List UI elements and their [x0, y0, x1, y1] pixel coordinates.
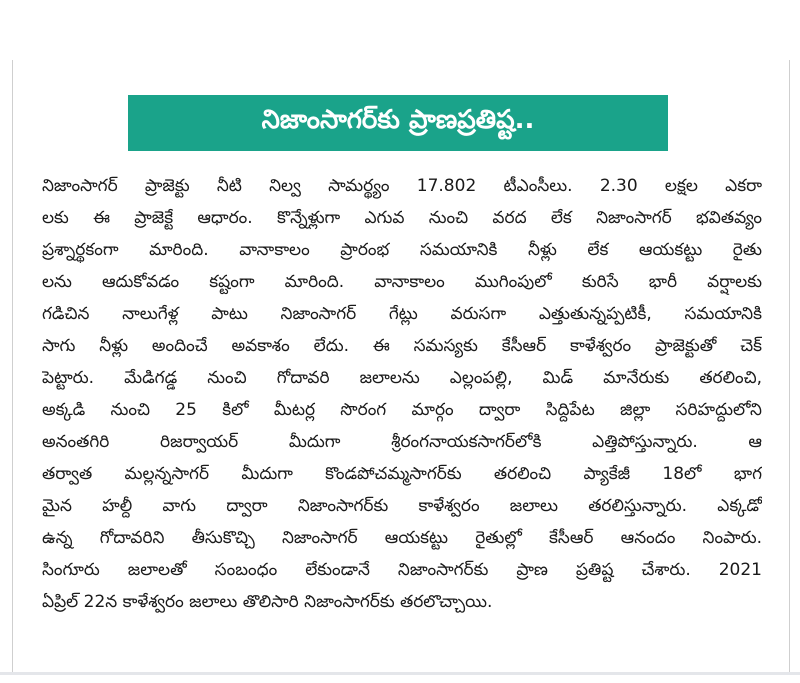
article-line: లను ఆదుకోవడం కష్టంగా మారింది. వానాకాలం ముగింపులో కురిసే భారీ వర్షాలకు	[42, 272, 762, 292]
article-line: అక్కడి నుంచి 25 కిలో మీటర్ల సొరంగ మార్గం ద్వారా సిద్దిపేట జిల్లా సరిహద్దులోని	[42, 400, 762, 420]
bottom-divider	[0, 672, 800, 675]
article-line: మైన హల్దీ వాగు ద్వారా నిజాంసాగర్‌కు కాళేశ్వరం జలాలు తరలిస్తున్నారు. ఎక్కడో	[42, 496, 762, 516]
headline-banner	[128, 95, 668, 151]
article-body	[42, 170, 762, 618]
article-line: ఉన్న గోదావరిని తీసుకొచ్చి నిజాంసాగర్ ఆయకట్టు రైతుల్లో కేసీఆర్ ఆనందం నింపారు.	[42, 528, 762, 548]
article-line: అనంతగిరి రిజర్వాయర్ మీదుగా శ్రీరంగనాయకసాగర్‌లోకి ఎత్తిపోస్తున్నారు. ఆ	[42, 432, 762, 452]
article-line: ప్రశ్నార్థకంగా మారింది. వానాకాలం ప్రారంభ సమయానికి నీళ్లు లేక ఆయకట్టు రైతు	[42, 240, 762, 260]
article-line: పెట్టారు. మేడిగడ్డ నుంచి గోదావరి జలాలను ఎల్లంపల్లి, మిడ్ మానేరుకు తరలించి,	[42, 368, 762, 388]
article-line: గడిచిన నాలుగేళ్ల పాటు నిజాంసాగర్ గేట్లు వరుసగా ఎత్తుతున్నప్పటికీ, సమయానికి	[42, 304, 762, 324]
article-line: నిజాంసాగర్ ప్రాజెక్టు నీటి నిల్వ సామర్థ్యం 17.802 టీఎంసీలు. 2.30 లక్షల ఎకరా	[42, 176, 762, 196]
article-line: లకు ఈ ప్రాజెక్టే ఆధారం. కొన్నేళ్లుగా ఎగువ నుంచి వరద లేక నిజాంసాగర్ భవితవ్యం	[42, 208, 762, 228]
article-line: సింగూరు జలాలతో సంబంధం లేకుండానే నిజాంసాగర్‌కు ప్రాణ ప్రతిష్ట చేశారు. 2021	[42, 560, 762, 580]
headline-title: నిజాంసాగర్‌కు ప్రాణప్రతిష్ట..	[261, 105, 535, 135]
article-line: సాగు నీళ్లు అందించే అవకాశం లేదు. ఈ సమస్యకు కేసీఆర్ కాళేశ్వరం ప్రాజెక్టుతో చెక్	[42, 336, 762, 356]
article-line: తర్వాత మల్లన్నసాగర్ మీదుగా కొండపోచమ్మసాగర్‌కు తరలించి ప్యాకేజీ 18లో భాగ	[42, 464, 762, 484]
article-line-last: ఏప్రిల్ 22న కాళేశ్వరం జలాలు తొలిసారి నిజాంసాగర్‌కు తరలొచ్చాయి.	[42, 592, 493, 612]
